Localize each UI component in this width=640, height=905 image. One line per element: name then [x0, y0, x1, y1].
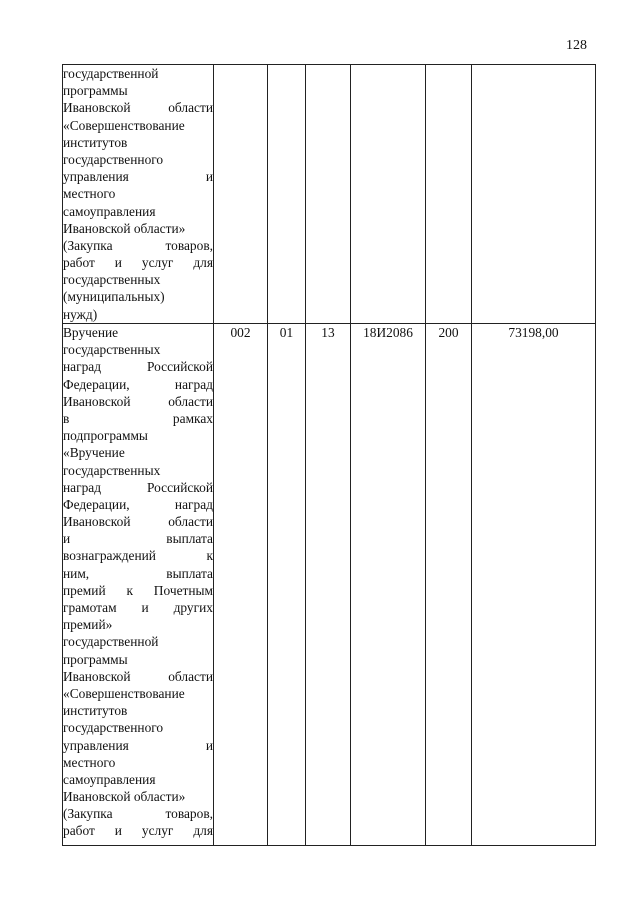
description-line: вознаграждений к	[63, 548, 213, 564]
budget-table	[62, 64, 596, 846]
subsection-code-cell: 13	[306, 324, 351, 846]
description-line: наград Российской	[63, 479, 213, 495]
amount-cell: 73198,00	[472, 324, 596, 846]
description-line: работ и услуг для	[63, 823, 213, 839]
description-line: работ и услуг для	[63, 255, 213, 271]
description-line: «Вручение	[63, 445, 125, 461]
description-line: институтов	[63, 703, 128, 719]
table-row	[63, 324, 596, 846]
table-body	[63, 65, 596, 846]
description-line: ним, выплата	[63, 565, 213, 581]
page-number: 128	[566, 38, 587, 53]
description-line: «Совершенствование	[63, 685, 185, 701]
description-line: Ивановской области	[63, 100, 213, 116]
description-line: грамотам и других	[63, 600, 213, 615]
description-line: подпрограммы	[63, 428, 148, 444]
ministry-code-cell: 002	[214, 324, 268, 846]
description-line: местного	[63, 186, 116, 202]
description-line: самоуправления	[63, 203, 156, 219]
description-line: программы	[63, 83, 128, 99]
description-line: (Закупка товаров,	[63, 806, 213, 822]
description-line: Федерации, наград	[63, 376, 213, 392]
description-line: Федерации, наград	[63, 496, 213, 512]
expense-type-cell: 200	[426, 324, 472, 846]
section-code-cell	[268, 65, 306, 324]
description-line: государственных	[63, 342, 161, 358]
description-line: программы	[63, 651, 128, 667]
description-line: премий»	[63, 617, 113, 633]
description-line: Ивановской области»	[63, 220, 186, 236]
description-line: Вручение	[63, 325, 119, 340]
target-article-cell	[351, 65, 426, 324]
description-line: государственного	[63, 151, 164, 167]
description-line: и выплата	[63, 531, 213, 547]
description-line: управления и	[63, 737, 213, 753]
expense-type-cell	[426, 65, 472, 324]
description-line: Ивановской области»	[63, 789, 186, 805]
description-cell	[63, 65, 214, 324]
description-line: управления и	[63, 169, 213, 185]
description-line: нужд)	[63, 306, 98, 322]
description-line: Ивановской области	[63, 514, 213, 530]
description-cell	[63, 324, 214, 846]
target-article-cell: 18И2086	[351, 324, 426, 846]
description-line: наград Российской	[63, 359, 213, 375]
description-line: «Совершенствование	[63, 117, 185, 133]
description-line: (муниципальных)	[63, 289, 165, 305]
description-line: в рамках	[63, 410, 213, 426]
description-line: государственных	[63, 272, 161, 288]
table-row	[63, 65, 596, 324]
description-line: институтов	[63, 134, 128, 150]
description-line: местного	[63, 754, 116, 770]
section-code-cell: 01	[268, 324, 306, 846]
description-line: премий к Почетным	[63, 582, 213, 598]
description-line: (Закупка товаров,	[63, 237, 213, 253]
description-line: государственной	[63, 634, 159, 650]
description-line: Ивановской области	[63, 668, 213, 684]
ministry-code-cell	[214, 65, 268, 324]
amount-cell	[472, 65, 596, 324]
description-line: государственных	[63, 462, 161, 478]
description-line: Ивановской области	[63, 393, 213, 409]
subsection-code-cell	[306, 65, 351, 324]
description-line: государственного	[63, 720, 164, 736]
description-line: государственной	[63, 66, 159, 81]
description-line: самоуправления	[63, 771, 156, 787]
